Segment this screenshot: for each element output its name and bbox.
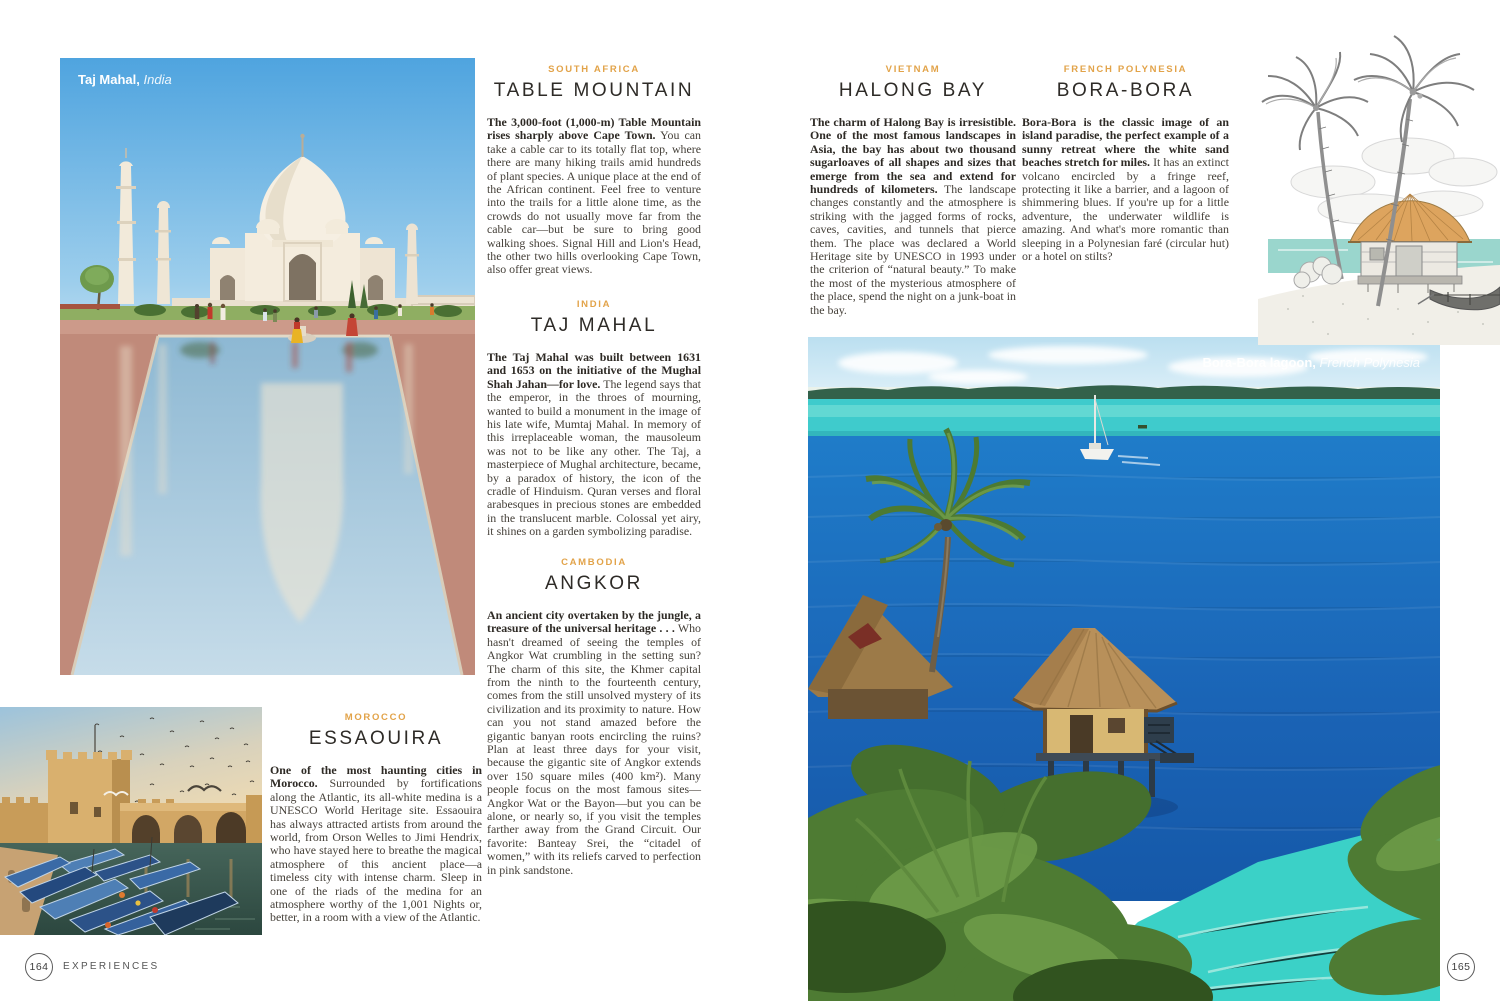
section-title: BORA-BORA: [1056, 80, 1195, 101]
section-kicker: FRENCH POLYNESIA: [1063, 64, 1188, 75]
essaouira-illustration: [0, 707, 262, 935]
section-body: [270, 764, 482, 925]
section-body: [1022, 116, 1229, 263]
section-lead: An ancient city overtaken by the jungle, a treasure of the universal heritage . . .: [487, 607, 701, 636]
right-page-number-badge: [1447, 953, 1475, 981]
section-text: The landscape changes constantly and the atmosphere is striking with the jagged forms of rocks, caves, cavities, and tunnels that pierce them. The place was declared a World Heritage site by UNESCO in 1993 under the criterion of “natural beauty.” To make the most of the mysterious atmosphere of the place, spend the night on a junk-boat in the bay.: [810, 181, 1016, 317]
caption-place: Bora-Bora lagoon,: [1202, 355, 1316, 370]
essaouira-photo: [0, 707, 262, 935]
taj-mahal-illustration: [60, 58, 475, 675]
taj-photo-caption: [78, 72, 172, 88]
lagoon-band: [808, 399, 1440, 439]
section-title: HALONG BAY: [838, 80, 988, 101]
section-body: [487, 609, 701, 877]
caption-country: India: [143, 72, 172, 87]
section-body: [810, 116, 1016, 317]
section-body: [487, 351, 701, 539]
section-lead: The 3,000-foot (1,000-m) Table Mountain rises sharply above Cape Town.: [487, 114, 701, 143]
caption-country: French Polynesia: [1319, 355, 1420, 370]
taj-mahal-photo: [60, 58, 475, 675]
section-angkor: [487, 557, 701, 877]
section-table-mountain: [487, 64, 701, 277]
bora-photo-caption: [1203, 355, 1420, 371]
section-lead: The charm of Halong Bay is irresistible. One of the most famous landscapes in Asia, the bay has about two thousand sugarloaves of all shapes and sizes that emerge from the sea and extend for hundreds of kilometers.: [810, 114, 1016, 196]
section-lead: Bora-Bora is the classic image of an island paradise, the perfect example of a sunny retreat where the white sand beaches stretch for miles.: [1022, 114, 1229, 170]
section-essaouira: [270, 712, 482, 925]
section-kicker: SOUTH AFRICA: [548, 64, 640, 75]
section-text: The legend says that the emperor, in the throes of mourning, wanted to build a monument in the image of his late wife, Mumtaj Mahal. In memory of this irreplaceable woman, the mausoleum was not to be like any other. The Taj, a masterpiece of Mughal architecture, became, by a paradox of history, the icon of the cradle of Hinduism. Quran verses and floral arabesques in precious stones are embedded in the translucent marble. Colossal yet airy, it shines on a garden symbolizing paradise.: [487, 376, 701, 539]
palm-sketch-illustration: [1258, 4, 1500, 345]
reflecting-pool: [60, 320, 475, 675]
section-taj-mahal: [487, 299, 701, 539]
palm-beach-sketch: [1258, 4, 1500, 345]
section-kicker: VIETNAM: [885, 64, 941, 75]
page-number: 165: [1451, 961, 1471, 973]
section-lead: One of the most haunting cities in Morocco.: [270, 762, 482, 791]
section-kicker: CAMBODIA: [561, 557, 627, 568]
section-lead: The Taj Mahal was built between 1631 and 1653 on the initiative of the Mughal Shah Jahan—for love.: [487, 349, 701, 391]
section-title: ANGKOR: [545, 573, 643, 594]
bora-bora-illustration: [808, 337, 1440, 1001]
section-text: Who hasn't dreamed of seeing the temples of Angkor Wat crumbling in the setting sun? The charm of this site, the Khmer capital from the ninth to the fourteenth century, comes from the still unsolved mystery of its civilization and its proximity to nature. How can you not stand amazed before the gigantic banyan roots encircling the ruins? Plan at least three days for your visit, because the gigantic site of Angkor extends over 150 square miles (400 km²). Many people focus on the most famous sites—Angkor Wat or the Bayon—but you can be alone, or nearly so, if you visit the temples farther away from the Grand Circuit. Our favorite: Banteay Srei, the “citadel of women,” with its reliefs carved to perfection in pink sandstone.: [487, 621, 701, 877]
section-title: TAJ MAHAL: [530, 315, 658, 336]
left-page-number-badge: [25, 953, 53, 981]
caption-place: Taj Mahal,: [78, 72, 140, 87]
section-halong-bay: [810, 64, 1016, 317]
section-text: It has an extinct volcano encircled by a fringe reef, protecting it like a barrier, and a lagoon of shimmering blues. If you're up for a little adventure, the underwater wildlife is amazing. And what's more romantic than sleeping in a Polynesian faré (circular hut) or a hotel on stilts?: [1022, 155, 1229, 263]
page-number: 164: [29, 961, 49, 973]
section-body: [487, 116, 701, 277]
section-kicker: MOROCCO: [344, 712, 408, 723]
bora-bora-photo: [808, 337, 1440, 1001]
section-bora-bora: [1022, 64, 1229, 263]
footer-section-label: EXPERIENCES: [63, 961, 160, 972]
section-text: Surrounded by fortifications along the Atlantic, its all-white medina is a UNESCO World Heritage site. Essaouira has always attracted artists from around the world, from Orson Welles to Jimi Hendrix, who have stayed here to breathe the magical atmosphere of this ancient place—a timeless city with intense charm. Sleep in one of the riads of the medina for an atmosphere worthy of the 1,001 Nights or, better, in a room with a view of the Atlantic.: [270, 776, 482, 925]
section-title: ESSAOUIRA: [308, 728, 444, 749]
section-title: TABLE MOUNTAIN: [493, 80, 695, 101]
section-text: You can take a cable car to its totally flat top, where there are many hiking trails amid hundreds of plant species. A unique place at the end of the African continent. Feel free to venture into the trails for a little alone time, as the crowds do not usually move far from the cable car—but be sure to bring good walking shoes. Signal Hill and Lion's Head, the other two hills overlooking Cape Town, also offer great views.: [487, 128, 701, 277]
section-kicker: INDIA: [576, 299, 612, 310]
